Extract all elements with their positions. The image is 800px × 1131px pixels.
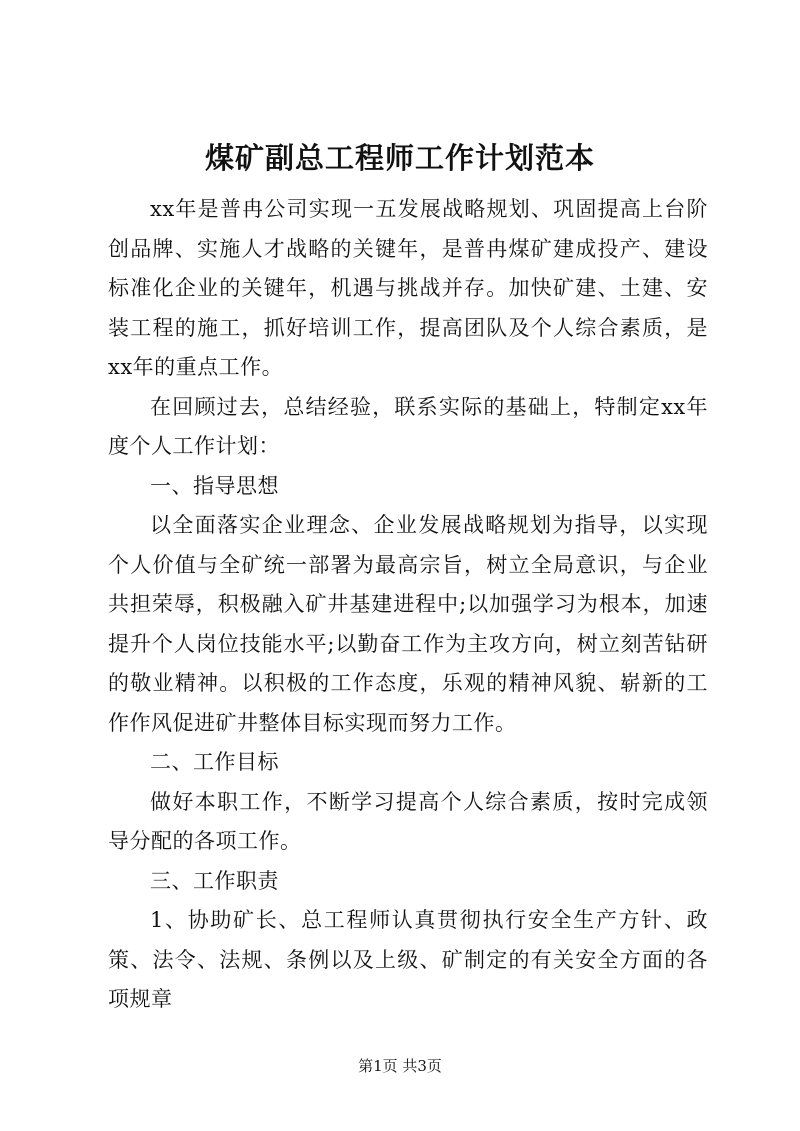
page-footer: 第1页 共3页: [358, 1057, 442, 1075]
paragraph-work-goals: 做好本职工作，不断学习提高个人综合素质，按时完成领导分配的各项工作。: [108, 789, 708, 853]
paragraph-duty-1: 1、协助矿长、总工程师认真贯彻执行安全生产方针、政策、法令、法规、条例以及上级、矿制定的有关安全方面的各项规章: [108, 908, 708, 1011]
paragraph-intro: xx年是普冉公司实现一五发展战略规划、巩固提高上台阶创品牌、实施人才战略的关键年，是普冉煤矿建成投产、建设标准化企业的关键年，机遇与挑战并存。加快矿建、土建、安装工程的施工，抓好培训工作，提高团队及个人综合素质，是xx年的重点工作。: [108, 197, 708, 379]
document-body: [108, 190, 708, 1020]
section-heading-guiding-ideology: 一、指导思想: [150, 473, 279, 498]
section-heading-duties: 三、工作职责: [150, 868, 279, 893]
paragraph-guiding-ideology: 以全面落实企业理念、企业发展战略规划为指导，以实现个人价值与全矿统一部署为最高宗旨，树立全局意识，与企业共担荣辱，积极融入矿井基建进程中;以加强学习为根本，加速提升个人岗位技能水平;以勤奋工作为主攻方向，树立刻苦钻研的敬业精神。以积极的工作态度，乐观的精神风貌、崭新的工作作风促进矿井整体目标实现而努力工作。: [108, 513, 708, 735]
paragraph-plan-basis: 在回顾过去，总结经验，联系实际的基础上，特制定xx年度个人工作计划：: [108, 394, 708, 458]
section-heading-work-goals: 二、工作目标: [150, 750, 279, 774]
document-title: 煤矿副总工程师工作计划范本: [204, 141, 595, 175]
